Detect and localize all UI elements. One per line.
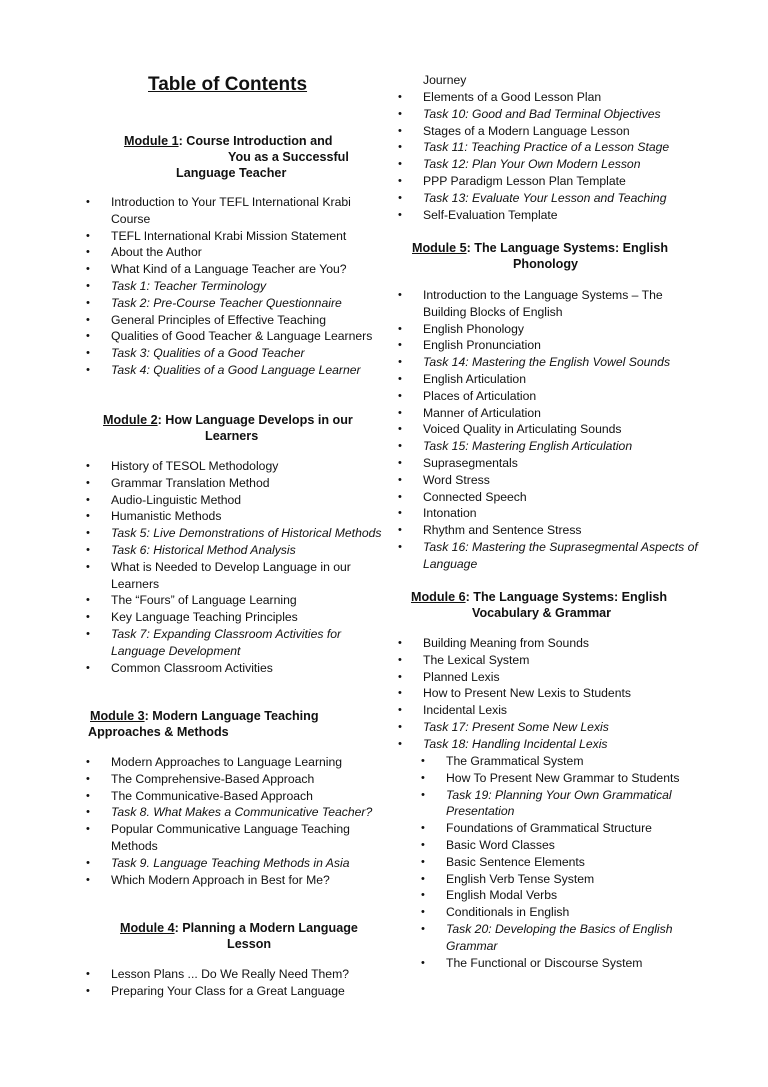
module-2-list [84,458,384,676]
list-item[interactable]: • Task 14: Mastering the English Vowel Sounds [396,354,706,371]
list-item[interactable]: • Basic Word Classes [396,837,706,854]
module-6-list [396,635,706,753]
module-2-heading[interactable] [103,412,384,444]
module-3-title-line: Approaches & Methods [88,725,229,739]
list-item[interactable]: • Word Stress [396,472,706,489]
module-2-title: : How Language Develops in our [157,413,353,427]
list-item[interactable]: • Basic Sentence Elements [396,854,706,871]
module-5-heading[interactable] [412,240,706,272]
list-item[interactable]: • Task 17: Present Some New Lexis [396,719,706,736]
list-item[interactable]: • TEFL International Krabi Mission Statement [84,228,384,245]
list-item[interactable]: • Introduction to the Language Systems – The Building Blocks of English [396,287,706,321]
list-item[interactable]: • Suprasegmentals [396,455,706,472]
list-item[interactable]: • Planned Lexis [396,669,706,686]
list-item[interactable]: • Places of Articulation [396,388,706,405]
list-item[interactable]: • What is Needed to Develop Language in our Learners [84,559,384,593]
module-6-label: Module 6 [411,590,466,604]
list-item[interactable]: • Task 15: Mastering English Articulation [396,438,706,455]
list-item[interactable]: • Task 2: Pre-Course Teacher Questionnaire [84,295,384,312]
list-item[interactable]: • The “Fours” of Language Learning [84,592,384,609]
module-1-title-line: Language Teacher [176,166,287,180]
module-1-heading[interactable] [124,133,384,181]
list-item[interactable]: • Task 3: Qualities of a Good Teacher [84,345,384,362]
module-4-heading[interactable] [120,920,384,952]
list-item[interactable]: • Common Classroom Activities [84,660,384,677]
list-item[interactable]: • The Communicative-Based Approach [84,788,384,805]
list-item[interactable]: • English Phonology [396,321,706,338]
module-1-label: Module 1 [124,134,179,148]
list-item[interactable]: • Foundations of Grammatical Structure [396,820,706,837]
list-item[interactable]: • General Principles of Effective Teaching [84,312,384,329]
list-item[interactable]: • Task 13: Evaluate Your Lesson and Teaching [396,190,706,207]
list-item[interactable]: • Intonation [396,505,706,522]
list-item[interactable]: • Task 20: Developing the Basics of English Grammar [396,921,706,955]
module-3-title: : Modern Language Teaching [144,709,319,723]
list-item[interactable]: • Task 10: Good and Bad Terminal Objectives [396,106,706,123]
module-1-title-line: You as a Successful [228,150,349,164]
list-item[interactable]: • Task 1: Teacher Terminology [84,278,384,295]
list-item[interactable]: • Task 19: Planning Your Own Grammatical Presentation [396,787,706,821]
list-item[interactable]: • Task 16: Mastering the Suprasegmental Aspects of Language [396,539,706,573]
list-item[interactable]: • Rhythm and Sentence Stress [396,522,706,539]
list-item[interactable]: • Task 5: Live Demonstrations of Historical Methods [84,525,384,542]
module-4-label: Module 4 [120,921,175,935]
list-item[interactable]: • Task 9. Language Teaching Methods in Asia [84,855,384,872]
module-5-list [396,287,706,573]
list-item[interactable]: • Audio-Linguistic Method [84,492,384,509]
list-item[interactable]: • Task 18: Handling Incidental Lexis [396,736,706,753]
list-item[interactable]: • Qualities of Good Teacher & Language Learners [84,328,384,345]
list-item[interactable]: • Building Meaning from Sounds [396,635,706,652]
list-item[interactable]: • Conditionals in English [396,904,706,921]
module-4-list-left [84,966,384,1000]
module-4-title-line: Lesson [227,937,272,951]
module-2-label: Module 2 [103,413,158,427]
list-item[interactable]: • English Articulation [396,371,706,388]
list-item[interactable]: • What Kind of a Language Teacher are You? [84,261,384,278]
module-6-title: : The Language Systems: English [465,590,668,604]
list-item[interactable]: • The Lexical System [396,652,706,669]
list-item[interactable]: • Connected Speech [396,489,706,506]
module-5-title: : The Language Systems: English [466,241,669,255]
list-item[interactable]: • Key Language Teaching Principles [84,609,384,626]
list-item[interactable]: • About the Author [84,244,384,261]
list-item[interactable]: • Task 11: Teaching Practice of a Lesson Stage [396,139,706,156]
module-3-label: Module 3 [90,709,145,723]
list-item[interactable]: • Grammar Translation Method [84,475,384,492]
list-item[interactable]: • Manner of Articulation [396,405,706,422]
module-6-heading[interactable] [411,589,706,621]
list-item[interactable]: • Modern Approaches to Language Learning [84,754,384,771]
list-item[interactable]: • Introduction to Your TEFL International Krabi Course [84,194,384,228]
list-item[interactable]: • Elements of a Good Lesson Plan [396,89,706,106]
list-item[interactable]: • Self-Evaluation Template [396,207,706,224]
module-1-list [84,194,384,379]
list-item[interactable]: • Task 12: Plan Your Own Modern Lesson [396,156,706,173]
list-item[interactable]: • Lesson Plans ... Do We Really Need Them? [84,966,384,983]
list-item[interactable]: • English Verb Tense System [396,871,706,888]
module-6-sublist [396,753,706,971]
list-item[interactable]: • The Grammatical System [396,753,706,770]
list-item[interactable]: • Popular Communicative Language Teaching Methods [84,821,384,855]
module-5-label: Module 5 [412,241,467,255]
module-4-list-right [396,72,706,89]
list-item[interactable]: • Voiced Quality in Articulating Sounds [396,421,706,438]
list-item[interactable]: • Task 7: Expanding Classroom Activities for Language Development [84,626,384,660]
list-item[interactable]: • The Comprehensive-Based Approach [84,771,384,788]
list-item[interactable]: • Incidental Lexis [396,702,706,719]
list-item[interactable]: • History of TESOL Methodology [84,458,384,475]
list-item[interactable]: • Which Modern Approach in Best for Me? [84,872,384,889]
list-item[interactable]: • PPP Paradigm Lesson Plan Template [396,173,706,190]
list-item[interactable]: • Task 4: Qualities of a Good Language Learner [84,362,384,379]
list-item[interactable]: • English Modal Verbs [396,887,706,904]
list-item[interactable]: • English Pronunciation [396,337,706,354]
list-item[interactable]: • How to Present New Lexis to Students [396,685,706,702]
page-title: Table of Contents [148,74,308,95]
module-4-title: : Planning a Modern Language [174,921,358,935]
list-item[interactable]: • Preparing Your Class for a Great Language [84,983,384,1000]
module-3-list [84,754,384,888]
module-4-list-right-items [396,89,706,223]
list-item[interactable]: • The Functional or Discourse System [396,955,706,972]
module-2-title-line: Learners [205,429,259,443]
list-item[interactable]: • How To Present New Grammar to Students [396,770,706,787]
module-1-title: : Course Introduction and [178,134,333,148]
list-item[interactable]: • Task 8. What Makes a Communicative Teacher? [84,804,384,821]
list-item[interactable]: • Task 6: Historical Method Analysis [84,542,384,559]
list-item-continuation[interactable]: Journey [423,73,467,87]
list-item[interactable]: • Stages of a Modern Language Lesson [396,123,706,140]
module-3-heading[interactable] [90,708,384,740]
module-5-title-line: Phonology [513,257,579,271]
module-6-title-line: Vocabulary & Grammar [472,606,612,620]
list-item[interactable]: • Humanistic Methods [84,508,384,525]
